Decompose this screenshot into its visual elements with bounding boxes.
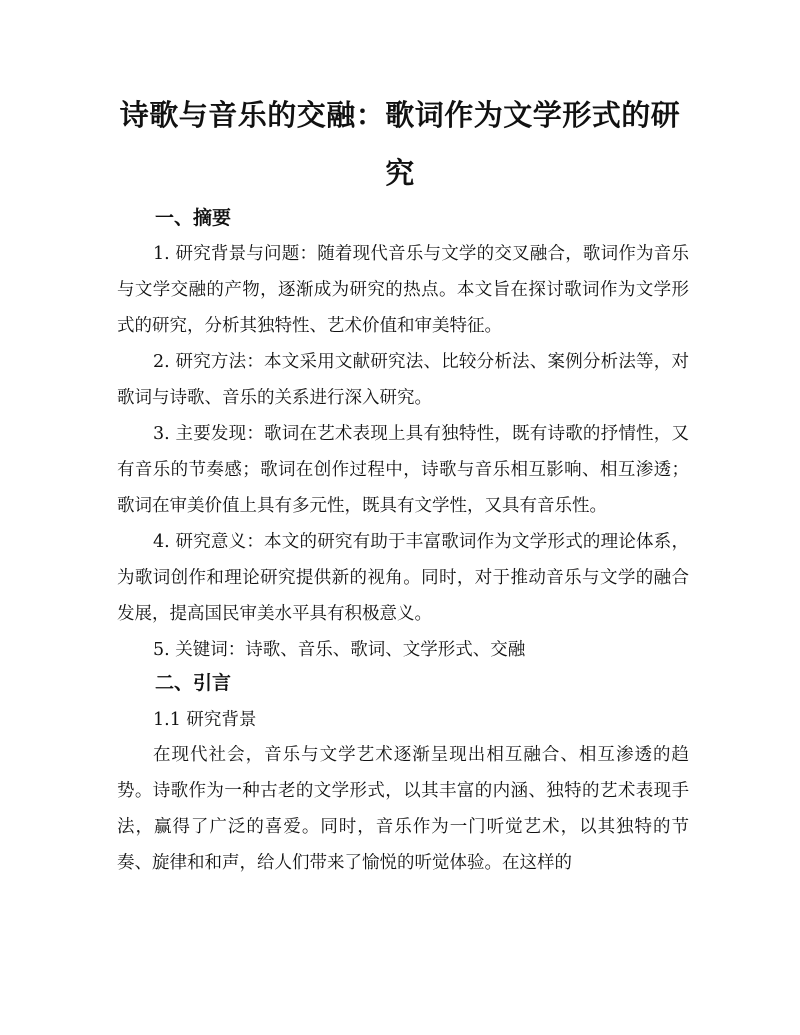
intro-paragraph: 在现代社会，音乐与文学艺术逐渐呈现出相互融合、相互渗透的趋势。诗歌作为一种古老的文学形式，以其丰富的内涵、独特的艺术表现手法，赢得了广泛的喜爱。同时，音乐作为一门听觉艺术，以其独特的节奏、旋律和和声，给人们带来了愉悦的听觉体验。在这样的 xyxy=(117,745,689,873)
section-heading-abstract: 一、摘要 xyxy=(155,207,232,229)
abstract-item-4: 4. 研究意义：本文的研究有助于丰富歌词作为文学形式的理论体系，为歌词创作和理论研究提供新的视角。同时，对于推动音乐与文学的融合发展，提高国民审美水平具有积极意义。 xyxy=(117,532,689,624)
document-title: 诗歌与音乐的交融：歌词作为文学形式的研究 xyxy=(119,98,681,190)
abstract-item-5: 5. 关键词：诗歌、音乐、歌词、文学形式、交融 xyxy=(153,640,526,660)
abstract-item-2: 2. 研究方法：本文采用文献研究法、比较分析法、案例分析法等，对歌词与诗歌、音乐的关系进行深入研究。 xyxy=(117,352,689,408)
section-heading-intro: 二、引言 xyxy=(155,672,232,694)
abstract-item-1: 1. 研究背景与问题：随着现代音乐与文学的交叉融合，歌词作为音乐与文学交融的产物，逐渐成为研究的热点。本文旨在探讨歌词作为文学形式的研究，分析其独特性、艺术价值和审美特征。 xyxy=(117,244,689,336)
subsection-heading-background: 1.1 研究背景 xyxy=(153,710,257,730)
abstract-item-3: 3. 主要发现：歌词在艺术表现上具有独特性，既有诗歌的抒情性，又有音乐的节奏感；歌词在创作过程中，诗歌与音乐相互影响、相互渗透；歌词在审美价值上具有多元性，既具有文学性，又具有音乐性。 xyxy=(117,424,689,516)
